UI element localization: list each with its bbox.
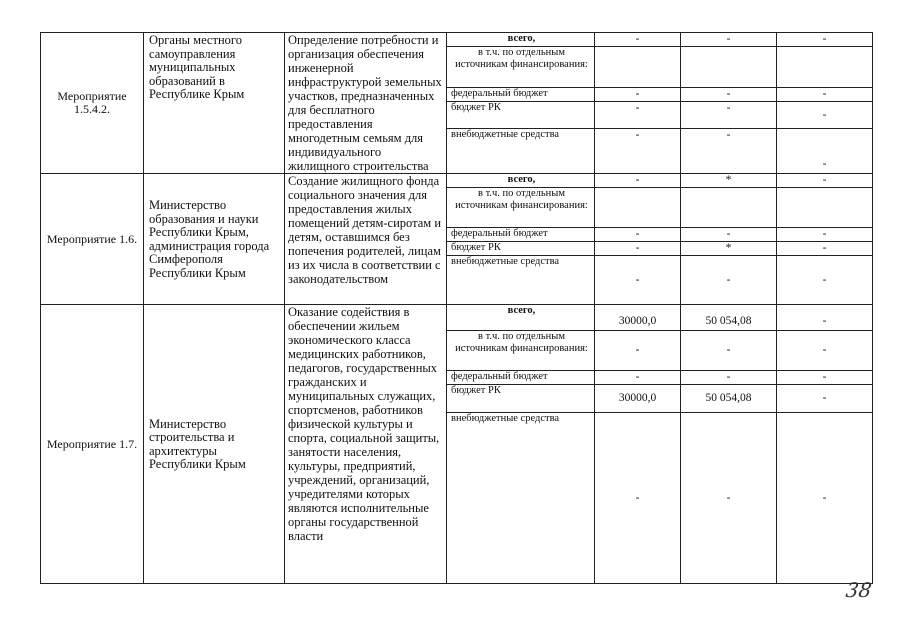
value-cell: -: [777, 413, 873, 584]
value-cell: -: [777, 87, 873, 101]
value-cell: -: [595, 228, 681, 242]
value-cell: -: [777, 242, 873, 256]
value-cell: -: [681, 256, 777, 305]
table-row: [41, 305, 873, 331]
value-cell: -: [777, 305, 873, 331]
value-cell: -: [595, 87, 681, 101]
value-cell: 50 054,08: [681, 305, 777, 331]
value-cell: -: [777, 174, 873, 188]
value-cell: -: [595, 256, 681, 305]
source-offbudget: внебюджетные средства: [447, 129, 595, 174]
value-cell: -: [595, 242, 681, 256]
value-cell: 50 054,08: [681, 385, 777, 413]
value-cell: [777, 188, 873, 228]
table-row: [41, 33, 873, 47]
event-cell: Мероприятие 1.5.4.2.: [41, 33, 144, 174]
executor-cell: Министерство образования и науки Республики Крым, администрация города Симферополя Республики Крым: [144, 174, 285, 305]
value-cell: -: [777, 101, 873, 128]
description-cell: Оказание содействия в обеспечении жильем экономического класса медицинских работников, педагогов, государственных гражданских и муниципальных служащих, спортсменов, работников физической культуры и спорта, социальной защиты, занятости населения, культуры, предприятий, учреждений, организаций, учредителями которых являются исполнительные органы государственной власти: [285, 305, 447, 584]
value-cell: -: [595, 174, 681, 188]
value-cell: -: [777, 385, 873, 413]
value-cell: 30000,0: [595, 305, 681, 331]
value-cell: [681, 47, 777, 88]
value-cell: -: [681, 129, 777, 174]
value-cell: -: [595, 129, 681, 174]
budget-table-page: [40, 32, 873, 584]
value-cell: -: [681, 331, 777, 371]
description-cell: Определение потребности и организация обеспечения инженерной инфраструктурой земельных участков, предназначенных для бесплатного предоставления многодетным семьям для индивидуального жилищного строительства: [285, 33, 447, 174]
source-subtitle: в т.ч. по отдельным источникам финансирования:: [447, 331, 595, 371]
value-cell: -: [681, 371, 777, 385]
value-cell: -: [681, 228, 777, 242]
table-row: [41, 174, 873, 188]
value-cell: -: [595, 101, 681, 128]
value-cell: -: [681, 33, 777, 47]
source-offbudget: внебюджетные средства: [447, 413, 595, 584]
value-cell: 30000,0: [595, 385, 681, 413]
event-cell: Мероприятие 1.6.: [41, 174, 144, 305]
source-total: всего,: [447, 33, 595, 47]
source-total: всего,: [447, 174, 595, 188]
value-cell: -: [595, 331, 681, 371]
value-cell: -: [595, 371, 681, 385]
value-cell: -: [681, 101, 777, 128]
description-cell: Создание жилищного фонда социального значения для предоставления жилых помещений детям-сиротам и детям, оставшимся без попечения родителей, лицам из их числа в соответствии с законодательством: [285, 174, 447, 305]
source-regional: бюджет РК: [447, 242, 595, 256]
event-cell: Мероприятие 1.7.: [41, 305, 144, 584]
value-cell: -: [777, 331, 873, 371]
executor-cell: Органы местного самоуправления муниципальных образований в Республике Крым: [144, 33, 285, 174]
value-cell: -: [777, 33, 873, 47]
value-cell: -: [681, 413, 777, 584]
budget-table: [40, 32, 873, 584]
value-cell: *: [681, 242, 777, 256]
value-cell: -: [681, 87, 777, 101]
value-cell: [681, 188, 777, 228]
value-cell: [595, 188, 681, 228]
value-cell: -: [777, 228, 873, 242]
value-cell: -: [777, 256, 873, 305]
value-cell: -: [777, 371, 873, 385]
source-subtitle: в т.ч. по отдельным источникам финансирования:: [447, 47, 595, 88]
value-cell: [777, 47, 873, 88]
value-cell: -: [777, 129, 873, 174]
source-federal: федеральный бюджет: [447, 87, 595, 101]
page-number: 38: [844, 578, 874, 602]
source-subtitle: в т.ч. по отдельным источникам финансирования:: [447, 188, 595, 228]
value-cell: -: [595, 33, 681, 47]
source-regional: бюджет РК: [447, 101, 595, 128]
source-offbudget: внебюджетные средства: [447, 256, 595, 305]
source-total: всего,: [447, 305, 595, 331]
source-federal: федеральный бюджет: [447, 371, 595, 385]
value-cell: *: [681, 174, 777, 188]
value-cell: [595, 47, 681, 88]
executor-cell: Министерство строительства и архитектуры Республики Крым: [144, 305, 285, 584]
source-regional: бюджет РК: [447, 385, 595, 413]
source-federal: федеральный бюджет: [447, 228, 595, 242]
value-cell: -: [595, 413, 681, 584]
